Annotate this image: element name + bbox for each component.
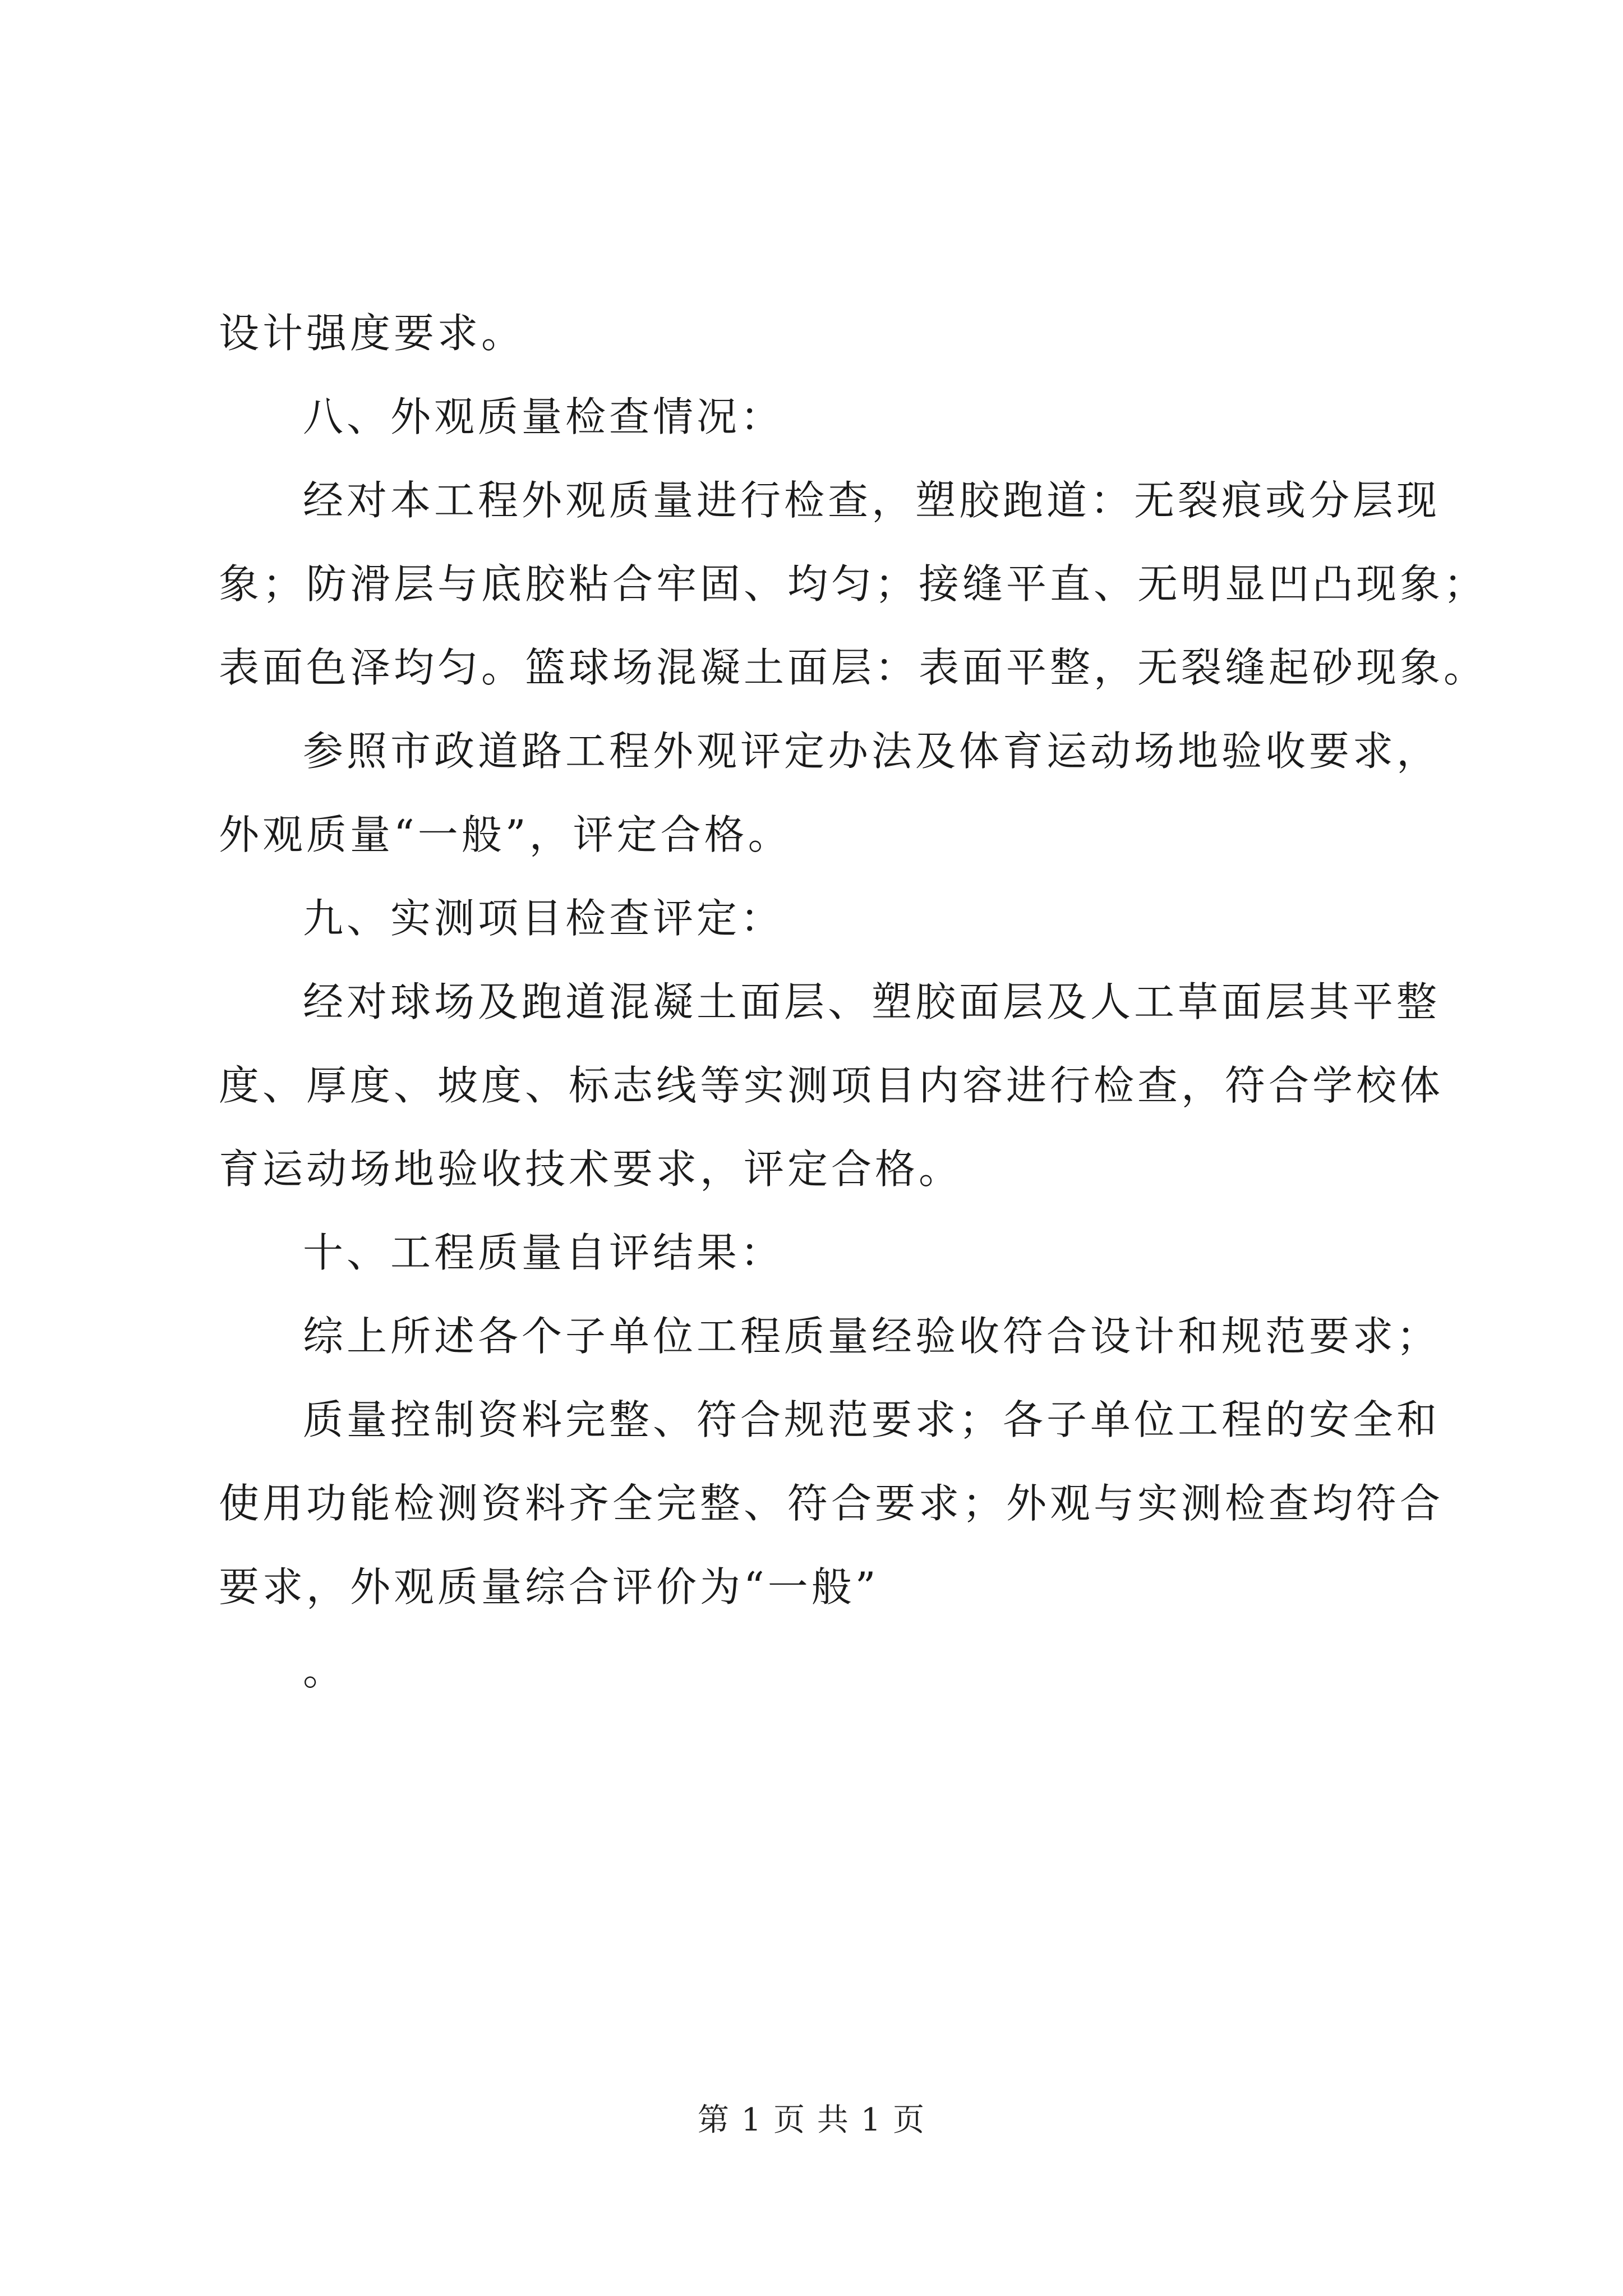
text-line-11: 育运动场地验收技术要求，评定合格。: [219, 1145, 963, 1193]
text-line-1: 设计强度要求。: [219, 310, 525, 357]
document-body: [219, 292, 1488, 1713]
text-line-5: 表面色泽均匀。篮球场混凝土面层：表面平整，无裂缝起砂现象。: [219, 644, 1488, 691]
text-line-7: 外观质量“一般”，评定合格。: [219, 811, 792, 858]
section-heading-10: 十、工程质量自评结果：: [303, 1229, 785, 1276]
text-line-16: 要求，外观质量综合评价为“一般”: [219, 1563, 879, 1611]
text-line-17: 。: [303, 1647, 347, 1694]
text-line-13: 综上所述各个子单位工程质量经验收符合设计和规范要求；: [303, 1313, 1441, 1360]
text-line-10: 度、厚度、坡度、标志线等实测项目内容进行检查，符合学校体: [219, 1062, 1444, 1109]
text-line-3: 经对本工程外观质量进行检查，塑胶跑道：无裂痕或分层现: [303, 477, 1441, 524]
section-heading-8: 八、外观质量检查情况：: [303, 393, 785, 440]
text-line-6: 参照市政道路工程外观评定办法及体育运动场地验收要求，: [303, 728, 1441, 775]
section-heading-9: 九、实测项目检查评定：: [303, 895, 785, 942]
page-footer: 第 1 页 共 1 页: [697, 2102, 926, 2138]
text-line-15: 使用功能检测资料齐全完整、符合要求；外观与实测检查均符合: [219, 1480, 1444, 1527]
text-line-4: 象；防滑层与底胶粘合牢固、均匀；接缝平直、无明显凹凸现象；: [219, 560, 1488, 608]
text-line-9: 经对球场及跑道混凝土面层、塑胶面层及人工草面层其平整: [303, 978, 1441, 1025]
text-line-14: 质量控制资料完整、符合规范要求；各子单位工程的安全和: [303, 1396, 1441, 1443]
